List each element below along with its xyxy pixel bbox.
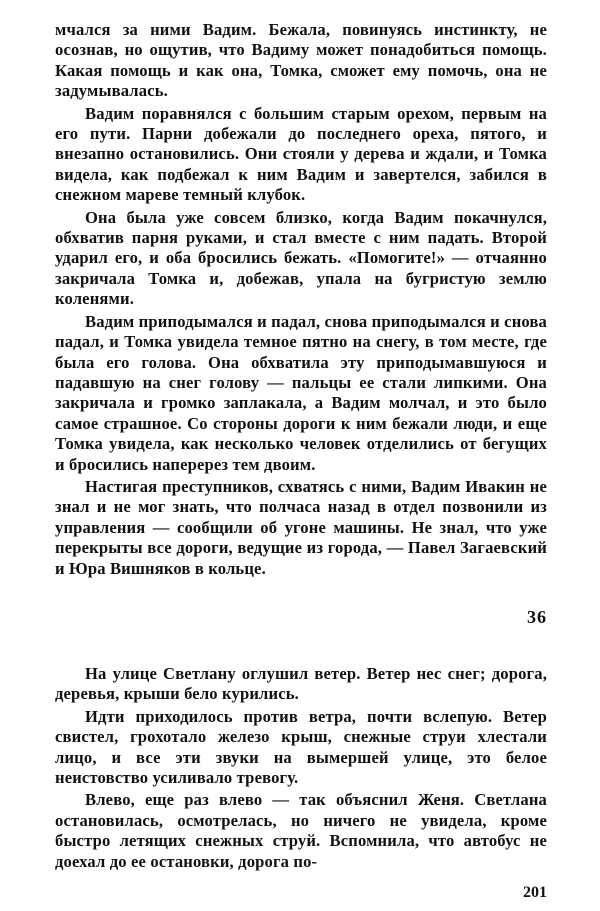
section-one — [55, 20, 547, 579]
paragraph: Вадим приподымался и падал, снова приподымался и снова падал, и Томка увидела темное пятно на снегу, в том месте, где была его голова. Она обхватила эту приподымавшуюся и падавшую на снег голову — пальцы ее стали липкими. Она закричала и громко заплакала, а Вадим молчал, и это было самое страшное. Со стороны дороги к ним бежали люди, и еще Томка увидела, как несколько человек отделились от бегущих и бросились наперерез тем двоим. — [55, 311, 547, 474]
paragraph: На улице Светлану оглушил ветер. Ветер нес снег; дорога, деревья, крыши бело курились. — [55, 664, 547, 704]
paragraph: Она была уже совсем близко, когда Вадим покачнулся, обхватив парня руками, и стал вместе с ним падать. Второй ударил его, и оба бросились бежать. «Помогите!» — отчаянно закричала Томка и, добежав, упала на бугристую землю коленями. — [55, 207, 547, 309]
paragraph: мчался за ними Вадим. Бежала, повинуясь инстинкту, не осознав, но ощутив, что Вадиму может понадобиться помощь. Какая помощь и как она, Томка, сможет ему помочь, она не задумывалась. — [55, 20, 547, 101]
paragraph: Вадим поравнялся с большим старым орехом, первым на его пути. Парни добежали до последнего ореха, пятого, и внезапно остановились. Они стояли у дерева и ждали, и Томка видела, как подбежал к ним Вадим и завертелся, забился в снежном мареве темный клубок. — [55, 103, 547, 205]
paragraph: Настигая преступников, схватясь с ними, Вадим Ивакин не знал и не мог знать, что полчаса назад в отдел позвонили из управления — сообщили об угоне машины. Не знал, что уже перекрыты все дороги, ведущие из города, — Павел Загаевский и Юра Вишняков в кольце. — [55, 476, 547, 578]
page-number: 201 — [523, 884, 547, 901]
paragraph: Идти приходилось против ветра, почти вслепую. Ветер свистел, грохотало железо крыш, снежные струи хлестали лицо, и все эти звуки на вымершей улице, это белое неистовство усиливало тревогу. — [55, 706, 547, 788]
paragraph: Влево, еще раз влево — так объяснил Женя. Светлана остановилась, осмотрелась, но ничего не увидела, кроме быстро летящих снежных струй. Вспомнила, что автобус не доехал до ее остановки, дорога по- — [55, 790, 547, 871]
section-number: 36 — [527, 607, 547, 627]
section-two — [55, 664, 547, 872]
